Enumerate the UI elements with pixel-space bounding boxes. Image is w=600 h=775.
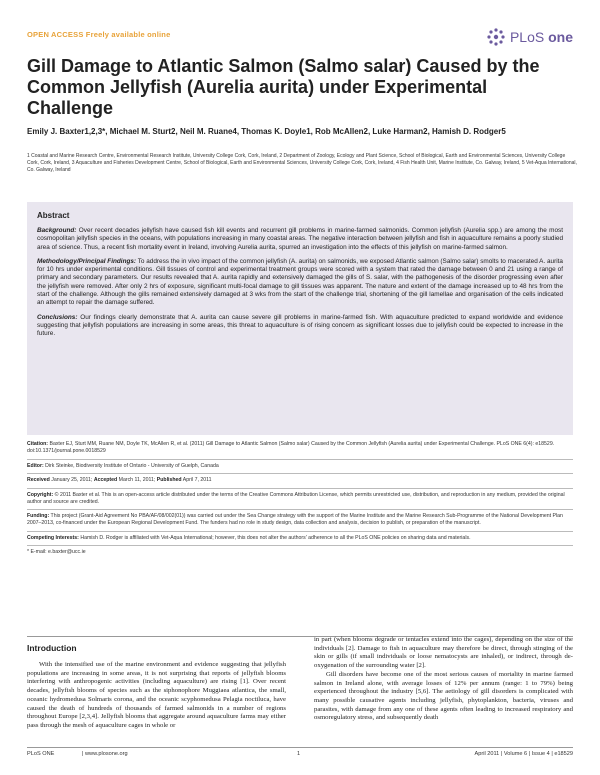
logo-wordmark: PLoS one	[509, 29, 573, 45]
funding: Funding: This project (Grant-Aid Agreement No PBA/AF/08/002(01)) was carried out under the Sea Change strategy with the support of the Marine Institute and the Marine Research Sub-Programme of the National Development Plan 2007–2013, co-financed under the European Regional Development Fund. The funders had no role in study design, data collection and analysis, decision to publish, or preparation of the manuscript.	[27, 513, 563, 526]
footer-journal: PLoS ONE	[27, 751, 55, 757]
plos-logo-icon	[485, 26, 507, 48]
competing-interests: Competing Interests: Hamish D. Rodger is affiliated with Vet-Aqua International; however, this does not alter the authors' adherence to all the PLoS ONE policies on sharing data and materials.	[27, 534, 471, 541]
editor: Editor: Dirk Steinke, Biodiversity Institute of Ontario - University of Guelph, Canada	[27, 462, 219, 469]
abstract-methods: Methodology/Principal Findings: To address the in vivo impact of the common jellyfish (A. aurita) on salmonids, we exposed Atlantic salmon (Salmo salar) smolts to macerated A. aurita for 10 hrs under experimental conditions. Gill tissues of control and experimental treatment groups were scored with a system that rated the damage between 0 and 21 using a range of primary and secondary parameters. Our results revealed that A. aurita rapidly and extensively damaged the gills of S. salar, with the pathogenesis of the disorder progressing even after the jellyfish were removed. After only 2 hrs of exposure, significant multi-focal damage to gill tissues was apparent. The nature and extent of the damage increased up to 48 hrs from the start of the challenge. Although the gills remained extensively damaged at 3 wks from the start of the challenge trial, shortening of the gill lamellae and organisation of the cells indicated an attempt to repair the damage suffered.	[37, 257, 563, 307]
divider	[27, 473, 573, 474]
page-number: 1	[297, 751, 301, 757]
dates: Received January 25, 2011; Accepted March 11, 2011; Published April 7, 2011	[27, 477, 212, 483]
author-list: Emily J. Baxter1,2,3*, Michael M. Sturt2, Neil M. Ruane4, Thomas K. Doyle1, Rob McAllen2, Luke Harman2, Hamish D. Rodger5	[27, 127, 506, 136]
footer-website-link[interactable]: | www.plosone.org	[82, 751, 128, 757]
abstract-conclusions: Conclusions: Our findings clearly demonstrate that A. aurita can cause severe gill problems in marine-farmed fish. With aquaculture predicted to expand worldwide and evidence suggesting that jellyfish populations are increasing in some areas, this threat to aquaculture is of rising concern as significant losses due to jellyfish could be expected to increase in the future.	[37, 313, 563, 338]
affiliations: 1 Coastal and Marine Research Centre, Environmental Research Institute, University College Cork, Cork, Ireland, 2 Department of Zoology, Ecology and Plant Science, School of Biological, Earth and Environmental Sciences, University College Cork, Cork, Ireland, 3 Aquaculture and Fisheries Development Centre, School of Biological, Earth and Environmental Sciences, University College Cork, Cork, Ireland, 4 Fish Health Unit, Marine Institute, Co. Galway, Ireland, 5 Vet-Aqua International, Co. Galway, Ireland	[27, 153, 577, 174]
journal-logo	[485, 24, 573, 50]
abstract-background: Background: Over recent decades jellyfish have caused fish kill events and recurrent gill problems in marine-farmed salmonids. Common jellyfish (Aurelia spp.) are among the most cosmopolitan jellyfish species in the oceans, with populations increasing in many coastal areas. The negative interaction between jellyfish and fish in aquaculture remains a poorly studied area of science. Thus, a recent fish mortality event in Ireland, involving Aurelia aurita, spurred an investigation into the effects of this jellyfish on marine-farmed salmon.	[37, 227, 563, 251]
article-metadata	[27, 441, 573, 560]
divider	[27, 531, 573, 532]
footer-issue: April 2011 | Volume 6 | Issue 4 | e18529	[474, 751, 573, 757]
divider	[27, 488, 573, 489]
author-email[interactable]: * E-mail: e.baxter@ucc.ie	[27, 549, 86, 555]
abstract-box	[27, 202, 573, 435]
abstract-heading: Abstract	[37, 211, 70, 220]
intro-column-left: With the intensified use of the marine environment and evidence suggesting that jellyfish populations are increasing in some areas, it is not surprising that reports of jellyfish blooms interfering with anthropogenic activities (including aquaculture) are rising [1]. Over recent decades, jellyfish blooms of species such as the siphonophore Muggiaea atlantica, the small, oceanic hydromedusa Solmaris corona, and the oceanic scyphomedusa Pelagia noctiluca, have caused the death of hundreds of thousands of farmed salmonids in a number of regions throughout Europe [2,3,4]. Jellyfish blooms that aggregate around aquaculture farms may either pass through the mesh of aquaculture cages in whole or	[27, 661, 286, 729]
open-access-label: OPEN ACCESS Freely available online	[27, 30, 171, 39]
copyright: Copyright: © 2011 Baxter et al. This is an open-access article distributed under the terms of the Creative Commons Attribution License, which permits unrestricted use, distribution, and reproduction in any medium, provided the original author and source are credited.	[27, 491, 565, 505]
intro-column-right	[314, 636, 573, 723]
intro-paragraph: in part (when blooms degrade or tentacles extend into the cages), depending on the size of the individuals [2]. Damage to fish in aquaculture may therefore be direct, through stinging of the skin or gills (if small individuals or loose nematocysts are inhaled), or indirect, through de-oxygenation of the surrounding water [2].	[314, 636, 573, 670]
divider	[27, 459, 573, 460]
introduction-heading: Introduction	[27, 643, 77, 653]
citation: Citation: Baxter EJ, Sturt MM, Ruane NM, Doyle TK, McAllen R, et al. (2011) Gill Damage to Atlantic Salmon (Salmo salar) Caused by the Common Jellyfish (Aurelia aurita) under Experimental Challenge. PLoS ONE 6(4): e18529. doi:10.1371/journal.pone.0018529	[27, 441, 555, 454]
page-footer	[27, 747, 573, 759]
intro-paragraph: Gill disorders have become one of the most serious causes of mortality in marine farmed salmon in Ireland alone, with average losses of 12% per annum (range: 1 to 79%) being experienced throughout the industry [5,6]. The aetiology of gill disorders is complicated with many possible causative agents including jellyfish, phytoplankton, bacteria, viruses and parasites, with damage from any one of these agents often leading to increased respiratory and osmoregulatory stress, and subsequently death	[314, 670, 573, 722]
article-title: Gill Damage to Atlantic Salmon (Salmo salar) Caused by the Common Jellyfish (Aurelia aurita) under Experimental Challenge	[27, 56, 540, 118]
divider	[27, 545, 573, 546]
journal-header	[27, 24, 573, 50]
divider	[27, 509, 573, 510]
